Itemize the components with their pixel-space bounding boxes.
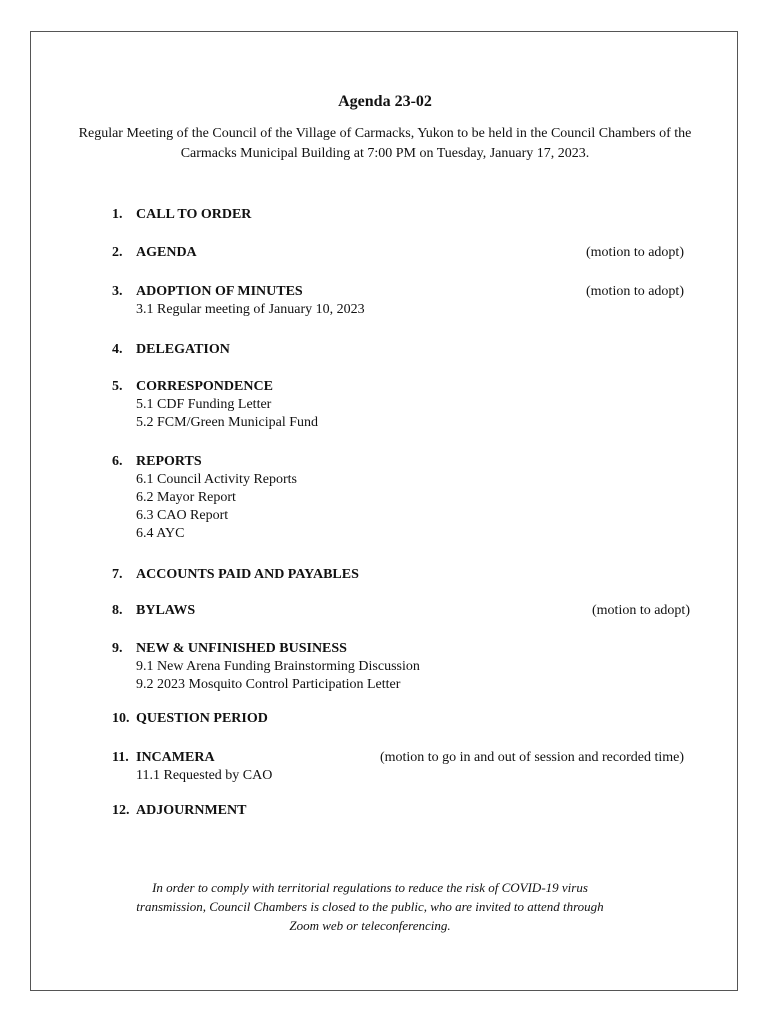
agenda-item-heading: CORRESPONDENCE (136, 379, 273, 394)
agenda-item-number: 5. (112, 379, 123, 394)
agenda-item (112, 710, 684, 728)
agenda-item (112, 206, 684, 224)
agenda-item-heading: ADOPTION OF MINUTES (136, 284, 303, 299)
agenda-subitem: 9.1 New Arena Funding Brainstorming Discussion (136, 659, 420, 674)
agenda-item-heading: INCAMERA (136, 750, 215, 765)
agenda-item-number: 10. (112, 711, 130, 726)
agenda-item-number: 12. (112, 803, 130, 818)
agenda-item-number: 4. (112, 342, 123, 357)
agenda-item (112, 283, 684, 319)
agenda-title: Agenda 23-02 (338, 93, 432, 110)
agenda-item (112, 749, 684, 785)
agenda-item-heading: BYLAWS (136, 603, 196, 618)
agenda-item-number: 8. (112, 603, 123, 618)
motion-note: (motion to adopt) (586, 245, 684, 260)
agenda-item-heading: QUESTION PERIOD (136, 711, 268, 726)
agenda-item (112, 802, 684, 820)
agenda-item-heading: REPORTS (136, 454, 202, 469)
agenda-item (112, 566, 684, 584)
agenda-item-heading: DELEGATION (136, 342, 230, 357)
agenda-subitem: 6.4 AYC (136, 526, 185, 541)
motion-note: (motion to go in and out of session and recorded time) (379, 750, 684, 765)
agenda-item-number: 7. (112, 567, 123, 582)
agenda-item-number: 11. (112, 750, 129, 765)
agenda-subitem: 5.2 FCM/Green Municipal Fund (136, 415, 318, 430)
agenda-subitem: 5.1 CDF Funding Letter (136, 397, 272, 412)
agenda-subitem: 6.2 Mayor Report (136, 490, 236, 505)
agenda-subitem: 6.3 CAO Report (136, 508, 229, 523)
agenda-item-number: 1. (112, 207, 123, 222)
agenda-item-number: 3. (112, 284, 123, 299)
motion-note: (motion to adopt) (592, 603, 690, 618)
agenda-subitem: 6.1 Council Activity Reports (136, 472, 297, 487)
agenda-subitem: 3.1 Regular meeting of January 10, 2023 (136, 302, 365, 317)
agenda-item-number: 9. (112, 641, 123, 656)
agenda-item-heading: CALL TO ORDER (136, 207, 252, 222)
agenda-item-heading: AGENDA (136, 245, 197, 260)
agenda-subitem: 9.2 2023 Mosquito Control Participation Letter (136, 677, 401, 692)
agenda-item (112, 341, 684, 359)
agenda-item-number: 2. (112, 245, 123, 260)
agenda-item-number: 6. (112, 454, 123, 469)
agenda-item (112, 378, 684, 432)
agenda-item-heading: NEW & UNFINISHED BUSINESS (136, 641, 347, 656)
agenda-item (112, 244, 684, 262)
agenda-item (112, 640, 684, 694)
agenda-item-heading: ADJOURNMENT (136, 803, 247, 818)
agenda-item (112, 602, 690, 620)
agenda-item-heading: ACCOUNTS PAID AND PAYABLES (136, 567, 359, 582)
covid-notice: In order to comply with territorial regulations to reduce the risk of COVID-19 virus transmission, Council Chambers is closed to the public, who are invited to attend through Zoom web or teleconferencing. (136, 880, 604, 933)
meeting-intro: Regular Meeting of the Council of the Village of Carmacks, Yukon to be held in the Council Chambers of the Carmacks Municipal Building at 7:00 PM on Tuesday, January 17, 2023. (78, 126, 692, 161)
agenda-item (112, 453, 684, 543)
agenda-subitem: 11.1 Requested by CAO (136, 768, 273, 783)
motion-note: (motion to adopt) (586, 284, 684, 299)
